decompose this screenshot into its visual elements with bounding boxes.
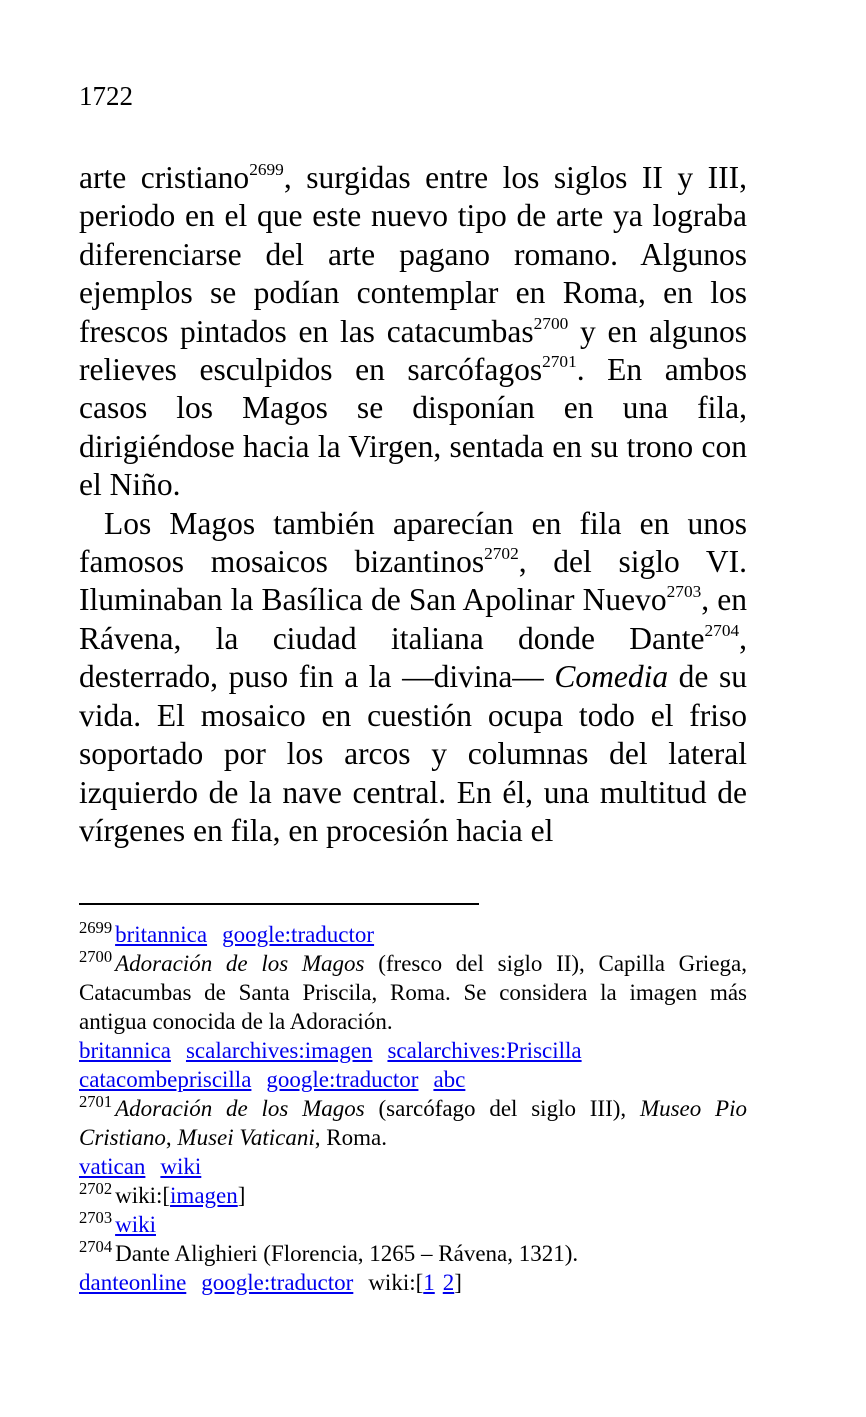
footnote-2700-links-row-1: [79, 1036, 747, 1065]
footnote-ref-2702[interactable]: 2702: [484, 544, 519, 564]
text-span: , desterrado, puso fin a la —divina—: [79, 620, 747, 695]
footnote-2700-links-row-2: [79, 1065, 747, 1094]
wiki-suffix: ]: [237, 1183, 246, 1208]
artwork-title: Adoración de los Magos: [115, 951, 365, 976]
footnote-ref-2704[interactable]: 2704: [704, 620, 740, 640]
text-span: , surgidas entre los siglos II y III, periodo en el que este nuevo tipo de arte ya lograba diferenciarse del arte pagano romano. Algunos ejemplos se podían contemplar en Roma, en los frescos pintados en las catacumbas: [79, 160, 747, 349]
body-text: [79, 159, 747, 850]
footnote-separator: [79, 903, 479, 905]
link-wiki-1[interactable]: 1: [423, 1270, 435, 1295]
footnote-number: 2702: [79, 1178, 113, 1198]
museum-name: Museo Pio Cristiano: [79, 1096, 747, 1150]
link-scalarchives-imagen[interactable]: scalarchives:imagen: [185, 1038, 373, 1063]
text-span: , del siglo VI. Iluminaban la Basílica de San Apolinar Nuevo: [79, 544, 747, 618]
paragraph-2: [79, 505, 747, 851]
link-google-traductor[interactable]: google:traductor: [266, 1067, 419, 1092]
link-abc[interactable]: abc: [433, 1067, 466, 1092]
footnote-text: ,: [165, 1125, 178, 1150]
link-wiki-2[interactable]: 2: [442, 1270, 455, 1295]
footnote-ref-2703[interactable]: 2703: [666, 582, 702, 602]
footnote-2701: [79, 1091, 747, 1152]
footnote-ref-2699[interactable]: 2699: [249, 160, 284, 180]
text-span: , en Rávena, la ciudad italiana donde Dante: [79, 582, 748, 656]
link-google-traductor[interactable]: google:traductor: [222, 922, 375, 947]
footnote-number: 2703: [79, 1207, 113, 1227]
footnote-number: 2699: [79, 917, 113, 937]
footnote-2702: [79, 1178, 747, 1210]
link-google-traductor[interactable]: google:traductor: [201, 1270, 354, 1295]
wiki-prefix: wiki:[: [368, 1270, 424, 1295]
footnote-ref-2701[interactable]: 2701: [542, 352, 577, 372]
link-danteonline[interactable]: danteonline: [79, 1270, 187, 1295]
footnote-2703: [79, 1207, 747, 1239]
paragraph-1: [79, 159, 747, 505]
link-wiki-imagen[interactable]: imagen: [170, 1183, 238, 1208]
footnote-2704-links: [79, 1268, 747, 1297]
link-wiki[interactable]: wiki: [115, 1212, 156, 1237]
footnotes: [79, 917, 747, 1297]
link-scalarchives-priscilla[interactable]: scalarchives:Priscilla: [387, 1038, 582, 1063]
footnote-text: (fresco del siglo II), Capilla Griega, Catacumbas de Santa Priscila, Roma. Se considera la imagen más antigua conocida de la Adoración.: [79, 951, 747, 1034]
museum-name: Musei Vaticani: [177, 1125, 315, 1150]
footnote-text: Dante Alighieri (Florencia, 1265 – Rávena, 1321).: [115, 1241, 579, 1266]
text-span: de su vida. El mosaico en cuestión ocupa todo el friso soportado por los arcos y columnas del lateral izquierdo de la nave central. En él, una multitud de vírgenes en fila, en procesión hacia el: [79, 659, 747, 848]
text-span: y en algunos relieves esculpidos en sarcófagos: [79, 313, 747, 388]
footnote-2699: [79, 917, 747, 949]
link-vatican[interactable]: vatican: [79, 1154, 146, 1179]
artwork-title: Adoración de los Magos: [115, 1096, 365, 1121]
link-britannica[interactable]: britannica: [115, 922, 208, 947]
footnote-number: 2701: [79, 1091, 113, 1111]
footnote-number: 2704: [79, 1236, 113, 1256]
wiki-prefix: wiki:[: [115, 1183, 171, 1208]
footnote-2704: [79, 1236, 747, 1268]
footnote-text: (sarcófago del siglo III),: [364, 1096, 640, 1121]
link-catacombepriscilla[interactable]: catacombepriscilla: [79, 1067, 252, 1092]
link-britannica[interactable]: britannica: [79, 1038, 171, 1063]
comedia-title: Comedia: [554, 659, 669, 695]
wiki-suffix: ]: [454, 1270, 462, 1295]
footnote-ref-2700[interactable]: 2700: [533, 313, 569, 333]
text-span: . En ambos casos los Magos se disponían en una fila, dirigiéndose hacia la Virgen, sentada en su trono con el Niño.: [79, 352, 747, 503]
page-number: 1722: [79, 81, 133, 111]
footnote-2700: [79, 946, 747, 1036]
text-span: arte cristiano: [79, 160, 250, 195]
footnote-2701-links: [79, 1152, 747, 1181]
link-wiki[interactable]: wiki: [160, 1154, 202, 1179]
footnote-number: 2700: [79, 946, 113, 966]
footnote-text: , Roma.: [314, 1125, 387, 1150]
text-span: Los Magos también aparecían en fila en unos famosos mosaicos bizantinos: [79, 505, 747, 580]
